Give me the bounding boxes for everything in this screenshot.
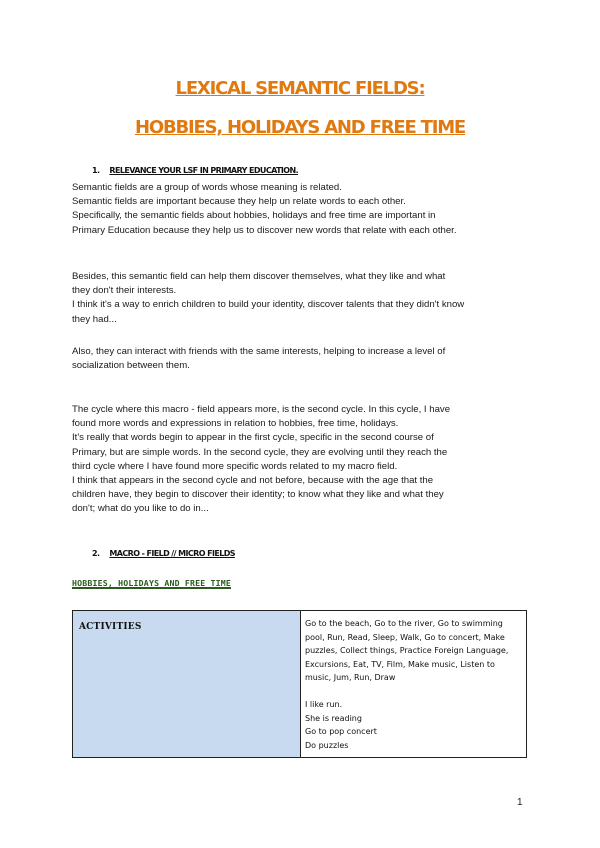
paragraph-line: Also, they can interact with friends with the same interests, helping to increase a level of <box>72 346 446 357</box>
vocabulary-table <box>72 610 527 758</box>
section-1-label: RELEVANCE YOUR LSF IN PRIMARY EDUCATION. <box>109 166 299 175</box>
category-cell <box>73 611 301 757</box>
example-sentence: I like run. <box>305 699 343 709</box>
paragraph-line: children have, they begin to discover their identity; to know what they like and what they <box>72 489 444 501</box>
vocabulary-cell <box>301 611 526 757</box>
paragraph-line: Semantic fields are a group of words whose meaning is related. <box>72 182 342 193</box>
paragraph-1 <box>72 181 532 238</box>
paragraph-line: they don't their interests. <box>72 285 177 297</box>
paragraph-4 <box>72 403 532 517</box>
macro-field-subtitle: HOBBIES, HOLIDAYS AND FREE TIME <box>72 578 232 588</box>
section-2-number: 2. <box>92 549 100 558</box>
paragraph-line: Specifically, the semantic fields about hobbies, holidays and free time are important in <box>72 210 436 222</box>
example-sentence: She is reading <box>305 713 362 723</box>
paragraph-line: Primary, but are simple words. In the second cycle, they are evolving until they reach the <box>72 446 448 458</box>
activities-list: Go to the beach, Go to the river, Go to swimming pool, Run, Read, Sleep, Walk, Go to concert, Make puzzles, Collect things, Practice Foreign Language, Excursions, Eat, TV, Film, Make music, Listen to music, Jum, Run, Draw <box>305 619 509 683</box>
paragraph-3 <box>72 345 532 373</box>
title-line-1: LEXICAL SEMANTIC FIELDS: <box>175 78 425 99</box>
paragraph-line: socialization between them. <box>72 360 190 372</box>
paragraph-line: It's really that words begin to appear in the first cycle, specific in the second course of <box>72 432 434 444</box>
paragraph-line: Semantic fields are important because they help un relate words to each other. <box>72 196 406 208</box>
paragraph-line: I think it's a way to enrich children to build your identity, discover talents that they didn't know <box>72 299 465 311</box>
paragraph-line: found more words and expressions in relation to hobbies, free time, holidays. <box>72 418 399 430</box>
title-line-2: HOBBIES, HOLIDAYS AND FREE TIME <box>134 117 466 138</box>
paragraph-line: they had... <box>72 313 117 325</box>
paragraph-line: third cycle where I have found more specific words related to my macro field. <box>72 460 398 472</box>
section-2-label: MACRO - FIELD // MICRO FIELDS <box>109 549 235 558</box>
section-1-number: 1. <box>92 166 100 175</box>
example-sentence: Do puzzles <box>305 740 349 750</box>
paragraph-2 <box>72 270 532 327</box>
example-sentence: Go to pop concert <box>305 727 377 737</box>
page-number: 1 <box>517 797 523 808</box>
example-sentences <box>305 698 522 752</box>
section-1-heading <box>92 166 298 175</box>
paragraph-line: I think that appears in the second cycle and not before, because with the age that the <box>72 475 434 487</box>
paragraph-line: Besides, this semantic field can help them discover themselves, what they like and what <box>72 271 446 282</box>
paragraph-line: Primary Education because they help us to discover new words that relate with each other. <box>72 224 457 236</box>
category-label: ACTIVITIES <box>79 622 142 632</box>
paragraph-line: The cycle where this macro - field appears more, is the second cycle. In this cycle, I have <box>72 404 451 415</box>
paragraph-line: don't; what do you like to do in... <box>72 503 209 515</box>
section-2-heading <box>92 549 235 558</box>
